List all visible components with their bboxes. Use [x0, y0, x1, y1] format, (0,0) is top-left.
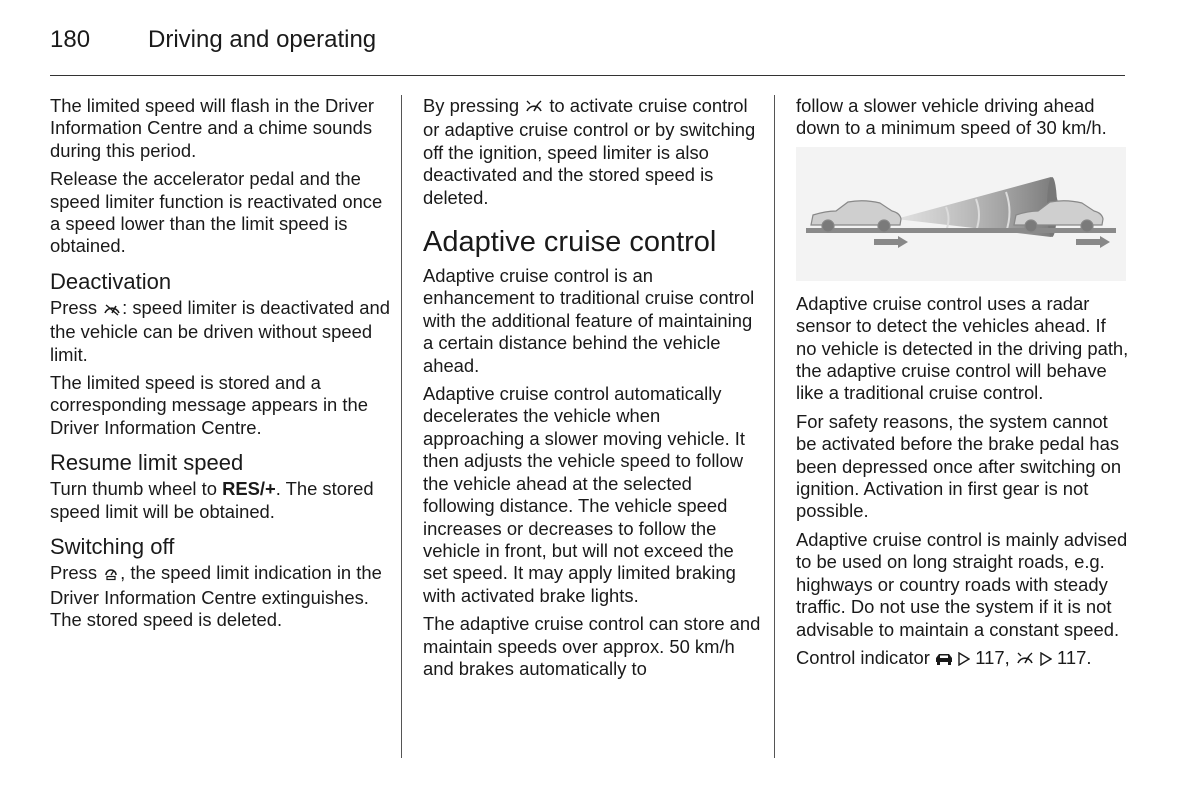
- paragraph: The limited speed is stored and a corresponding message appears in the Driver Information Centre.: [50, 372, 368, 438]
- page-reference-arrow-icon: [958, 649, 970, 671]
- paragraph: Adaptive cruise control is mainly advised to be used on long straight roads, e.g. highways or country roads with steady traffic. Do not use the system if it is not advisable to maintain a constant speed.: [796, 528, 1128, 640]
- column-2: [423, 95, 763, 686]
- speed-limiter-icon: [102, 299, 122, 321]
- paragraph: Adaptive cruise control automatically decelerates the vehicle when approaching a slower moving vehicle. It then adjusts the vehicle speed to follow the vehicle ahead at the selected following distance. The vehicle speed increases or decreases to follow the vehicle in front, but will not exceed the set speed. It may apply limited braking with activated brake lights.: [423, 383, 746, 606]
- text: Press: [50, 296, 103, 318]
- paragraph: Release the accelerator pedal and the speed limiter function is reactivated once a speed lower than the limit speed is obtained.: [50, 168, 383, 257]
- cruise-control-icon: [1015, 649, 1035, 671]
- car-rear: [811, 201, 901, 232]
- text: Turn thumb wheel to: [50, 478, 223, 500]
- page-number: 180: [50, 26, 91, 53]
- column-divider: [401, 95, 402, 758]
- text: , the speed limit indication in the Driver Information Centre extinguishes. The stored speed is deleted.: [50, 562, 382, 630]
- paragraph: The limited speed will flash in the Driver Information Centre and a chime sounds during this period.: [50, 95, 375, 161]
- paragraph: [50, 562, 390, 631]
- direction-arrow: [1076, 236, 1110, 248]
- paragraph: [50, 478, 390, 523]
- text: By pressing: [423, 95, 525, 116]
- column-1: [50, 95, 390, 637]
- control-indicator-line: [796, 647, 1131, 671]
- column-divider: [774, 95, 775, 758]
- page-reference-arrow-icon: [1040, 649, 1052, 671]
- page-reference: 117.: [1051, 646, 1092, 668]
- page-reference: 117,: [970, 646, 1015, 668]
- text: Press: [50, 562, 103, 584]
- text: Control indicator: [796, 646, 936, 668]
- text: : speed limiter is deactivated and the vehicle can be driven without speed limit.: [50, 296, 390, 365]
- speed-limiter-icon: [102, 564, 120, 586]
- heading-adaptive-cruise-control: Adaptive cruise control: [423, 226, 717, 259]
- paragraph: [423, 95, 763, 209]
- paragraph: The adaptive cruise control can store and maintain speeds over approx. 50 km/h and brakes automatically to: [423, 613, 761, 679]
- heading-resume-limit-speed: Resume limit speed: [50, 450, 244, 476]
- text: to activate cruise control or adaptive cruise control or by switching off the ignition, speed limiter is also deactivated and the stored speed is deleted.: [423, 95, 756, 208]
- paragraph: Adaptive cruise control uses a radar sensor to detect the vehicles ahead. If no vehicle is detected in the driving path, the adaptive cruise control will behave like a traditional cruise control.: [796, 292, 1129, 404]
- adaptive-cruise-illustration: [796, 147, 1126, 281]
- text: . The stored speed limit will be obtained.: [50, 478, 374, 522]
- cruise-control-icon: [524, 97, 544, 119]
- heading-switching-off: Switching off: [50, 534, 175, 560]
- paragraph: follow a slower vehicle driving ahead down to a minimum speed of 30 km/h.: [796, 95, 1107, 139]
- column-3: [796, 95, 1131, 677]
- paragraph: Adaptive cruise control is an enhancement to traditional cruise control with the additional feature of maintaining a certain distance behind the vehicle ahead.: [423, 265, 755, 376]
- paragraph: [50, 297, 390, 366]
- heading-deactivation: Deactivation: [50, 268, 172, 294]
- paragraph: For safety reasons, the system cannot be activated before the brake pedal has been depressed once after switching on ignition. Activation in first gear is not possible.: [796, 410, 1122, 522]
- section-title: Driving and operating: [148, 26, 377, 53]
- button-label-res: RES/+: [222, 478, 276, 500]
- direction-arrow: [874, 236, 908, 248]
- page-header: [50, 24, 1125, 76]
- vehicle-ahead-icon: [935, 649, 953, 671]
